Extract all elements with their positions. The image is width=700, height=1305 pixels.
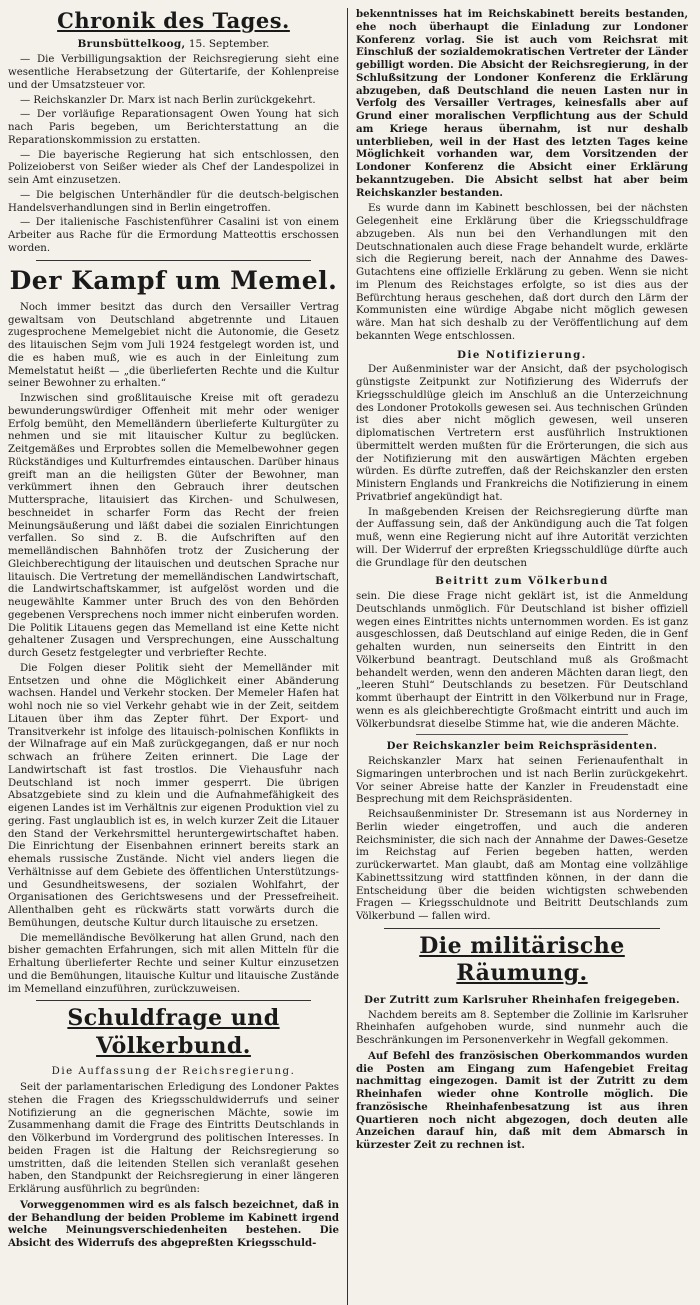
notifizierung-paragraph: Der Außenminister war der Ansicht, daß der psychologisch günstigste Zeitpunkt zur Notifizierung des Widerrufs der Kriegsschuldlüge gleich im Anschluß an die Unterzeichnung des Londoner Protokolls gewesen sei. Aus technischen Gründen ist dies aber nicht möglich gewesen, weil unseren diplomatischen Vertretern erst ausführlich Instruktionen übermittelt werden mußten für die Erörterungen, die sich aus der Notifizierung mit den auswärtigen Mächten ergeben würden. Es dürfte zutreffen, daß der Reichskanzler den ersten Ministern Englands und Frankreichs die Notifizierung in einem Privatbrief angekündigt hat. (356, 364, 688, 503)
memel-paragraph: Die memelländische Bevölkerung hat allen Grund, nach den bisher gemachten Erfahrungen, sich mit allen Mitteln für die Erhaltung überlieferter Rechte und seiner Kultur einzusetzen und die Bemühungen, litauische Kultur und litauische Zustände im Memelland einzuführen, zurückzuweisen. (8, 932, 339, 995)
voelkerbund-paragraph: sein. Die diese Frage nicht geklärt ist, ist die Anmeldung Deutschlands unmöglich. Für Deutschland ist bisher offiziell wegen eines Eintrittes nichts unternommen worden. Es ist ganz ausgeschlossen, daß Deutschland auf einige Reden, die in Genf gehalten wurden, nun seinerseits den Eintritt in den Völkerbund beantragt. Deutschland muß als Großmacht behandelt werden, wenn den anderen Mächten daran liegt, den „leeren Stuhl“ Deutschlands zu besetzen. Für Deutschland kommt überhaupt der Eintritt in den Völkerbund nur in Frage, wenn es als gleichberechtigte Großmacht eintritt und auch im Völkerbundsrat dieselbe Stimme hat, wie die anderen Mächte. (356, 591, 688, 730)
divider (36, 1000, 311, 1001)
divider (416, 734, 628, 735)
raeumung-title: Die militärische Räumung. (419, 932, 625, 987)
divider (36, 260, 311, 261)
schuldfrage-article (8, 1005, 339, 1250)
praesident-paragraph: Reichsaußenminister Dr. Stresemann ist aus Norderney in Berlin wieder eingetroffen, und auch die anderen Reichsminister, die sich nach der Annahme der Dawes-Gesetze im Reichstag auf Ferien begeben hatten, werden zurückerwartet. Man glaubt, daß am Montag eine vollzählige Kabinettssitzung wird stattfinden können, in der dann die Entscheidung über die beiden wichtigsten schwebenden Fragen — Kriegsschuldnote und Beitritt Deutschlands zum Völkerbund — fallen wird. (356, 809, 688, 922)
schuldfrage-subtitle: Die Auffassung der Reichsregierung. (51, 1066, 296, 1078)
memel-article (8, 265, 339, 997)
memel-title: Der Kampf um Memel. (9, 265, 338, 295)
memel-paragraph: Noch immer besitzt das durch den Versailler Vertrag gewaltsam von Deutschland abgetrennte und Litauen zugesprochene Memelgebiet nicht die Autonomie, die Gesetz des litauischen Sejm vom Juli 1924 festgelegt worden ist, und die es haben muß, wie es auch in der Einleitung zum Memelstatut heißt — „die überlieferten Rechte und die Kultur seiner Bewohner zu erhalten.“ (8, 301, 339, 390)
chronik-title: Chronik des Tages. (57, 8, 290, 33)
chronik-item: — Die Verbilligungsaktion der Reichsregierung sieht eine wesentliche Herabsetzung der Gütertarife, der Kohlenpreise und der Umsatzsteuer vor. (8, 54, 339, 91)
chronik-item: — Der italienische Faschistenführer Casalini ist von einem Arbeiter aus Rache für die Ermordung Matteottis erschossen worden. (8, 217, 339, 254)
kabinett-paragraph: Es wurde dann im Kabinett beschlossen, bei der nächsten Gelegenheit eine Erklärung über die Kriegsschuldfrage abzugeben. Als nun bei den Verhandlungen mit den Deutschnationalen auch diese Frage behandelt wurde, erklärte sich die Regierung bereit, nach der Annahme des Dawes-Gutachtens eine offizielle Erklärung zu geben. Wenn sie nicht im Plenum des Reichstages erfolgte, so ist dies aus der Befürchtung heraus geschehen, daß dort durch den Lärm der Kommunisten eine würdige Abgabe nicht möglich gewesen wäre. Man hat sich deshalb zu der Veröffentlichung auf dem bekannten Wege entschlossen. (356, 203, 688, 342)
memel-paragraph: Die Folgen dieser Politik sieht der Memelländer mit Entsetzen und ohne die Möglichkeit einer Abänderung wachsen. Handel und Verkehr stocken. Der Memeler Hafen hat wohl noch nie so viel Verkehr gehabt wie in der Zeit, seitdem Litauen über ihm das Zepter führt. Der Export- und Transitverkehr ist infolge des litauisch-polnischen Konflikts in der Wilnafrage auf ein Maß zurückgegangen, daß er nur noch schwach an frühere Zeiten erinnert. Die Lage der Landwirtschaft ist fast trostlos. Die Viehausfuhr nach Deutschland ist noch immer gesperrt. Die übrigen Absatzgebiete sind zu klein und die Aufnahmefähigkeit des eigenen Landes ist im Verhältnis zur eigenen Produktion viel zu gering. Fast unglaublich ist es, in welch kurzer Zeit die Litauer den Stand der Verkehrsmittel heruntergewirtschaftet haben. Die Einrichtung der Eisenbahnen erinnert bereits stark an ehemals russische Zustände. Nicht viel anders liegen die Verhältnisse auf dem Gebiete des öffentlichen Unterstützungs- und Gesundheitswesens, der sozialen Wohlfahrt, der Organisationen des Gerichtswesens und der Pressefreiheit. Allenthalben geht es rückwärts statt vorwärts durch die Bemühungen, deutsche Kultur durch litauische zu ersetzen. (8, 662, 339, 929)
right-column (348, 8, 688, 1305)
praesident-paragraph: Reichskanzler Marx hat seinen Ferienaufenthalt in Sigmaringen unterbrochen und ist nach Berlin zurückgekehrt. Vor seiner Abreise hatte der Kanzler in Freudenstadt eine Besprechung mit dem Reichspräsidenten. (356, 756, 688, 806)
dateline-date: 15. September. (188, 38, 270, 51)
schuldfrage-title: Schuldfrage und Völkerbund. (67, 1005, 280, 1059)
left-column (8, 8, 348, 1305)
schuldfrage-paragraph: Seit der parlamentarischen Erledigung des Londoner Paktes stehen die Fragen des Kriegsschuldwiderrufs und seiner Notifizierung an die gegnerischen Mächte, sowie im Zusammenhang damit die Frage des Eintritts Deutschlands in den Völkerbund im Vordergrund des politischen Interesses. In beiden Fragen ist die Haltung der Reichsregierung so umstritten, daß die leitenden Stellen sich veranlaßt gesehen haben, den Standpunkt der Reichsregierung in einer längeren Erklärung ausführlich zu begründen: (8, 1082, 339, 1196)
notifizierung-heading: Die Notifizierung. (457, 348, 587, 361)
schuldfrage-bold-paragraph: Vorweggenommen wird es als falsch bezeichnet, daß in der Behandlung der beiden Probleme im Kabinett irgend welche Meinungsverschiedenheiten bestehen. Die Absicht des Widerrufs des abgepreßten Kriegsschuld- (8, 1198, 339, 1250)
chronik-item: — Reichskanzler Dr. Marx ist nach Berlin zurückgekehrt. (20, 94, 316, 106)
raeumung-paragraph: Nachdem bereits am 8. September die Zollinie im Karlsruher Rheinhafen aufgehoben wurde, sind nunmehr auch die Beschränkungen im Personenverkehr in Wegfall gekommen. (356, 1009, 688, 1046)
chronik-item: — Die belgischen Unterhändler für die deutsch-belgischen Handelsverhandlungen sind in Berlin eingetroffen. (8, 189, 339, 214)
chronik-item: — Die bayerische Regierung hat sich entschlossen, den Polizeioberst von Seißer wieder als Chef der Landespolizei in sein Amt einzusetzen. (8, 149, 339, 187)
dateline-place: Brunsbüttelkoog, (77, 38, 186, 51)
dateline (8, 38, 339, 51)
raeumung-bold-paragraph: Auf Befehl des französischen Oberkommandos wurden die Posten am Eingang zum Hafengebiet Freitag nachmittag eingezogen. Damit ist der Zutritt zu dem Rheinhafen wieder ohne Kontrolle möglich. Die französische Rheinhafenbesatzung ist aus ihren Quartieren noch nicht abgezogen, doch deuten alle Anzeichen darauf hin, daß mit dem Abmarsch in kürzester Zeit zu rechnen ist. (356, 1049, 688, 1151)
raeumung-lead: Der Zutritt zum Karlsruher Rheinhafen freigegeben. (364, 993, 680, 1006)
chronik-item: — Der vorläufige Reparationsagent Owen Young hat sich nach Paris begeben, um Berichterstattung an die Reparationskommission zu erstatten. (8, 109, 339, 146)
continuation-bold: bekenntnisses hat im Reichskabinett bereits bestanden, ehe noch überhaupt die Einladung zur Londoner Konferenz vorlag. Sie ist auch vom Reichsrat mit Einschluß der sozialdemokratischen Vertreter der Länder gebilligt worden. Die Absicht der Reichsregierung, in der Schlußsitzung der Londoner Konferenz die Erklärung abzugeben, daß Deutschland die neuen Lasten nur in Verfolg des Versailler Vertrages, keinesfalls aber auf Grund einer moralischen Verpflichtung aus der Schuld am Kriege heraus übernahm, ist nur deshalb unterblieben, weil in der Hast des letzten Tages keine Möglichkeit vorhanden war, dem Vorsitzenden der Londoner Konferenz die Absicht einer Erklärung bekanntzugeben. Die Absicht selbst hat aber beim Reichskanzler bestanden. (356, 8, 688, 199)
memel-paragraph: Inzwischen sind großlitauische Kreise mit oft geradezu bewunderungswürdiger Offenheit mit mehr oder weniger Erfolg bemüht, den Memelländern überlieferte Kulturgüter zu nehmen und sie mit litauischer Kultur zu beglücken. Zeitgemäßes und Erprobtes sollen die Memelbewohner gegen Rückständiges und Kulturfremdes eintauschen. Darüber hinaus greift man an die heiligsten Güter der Bewohner, man verkümmert ihnen den Gebrauch ihrer deutschen Muttersprache, litauisiert das Kirchen- und Schulwesen, beschneidet in scharfer Form das Recht der freien Meinungsäußerung und läßt dabei die sozialen Einrichtungen verfallen. So sind z. B. die Aufschriften auf den memelländischen Bahnhöfen trotz der Zusicherung der Gleichberechtigung der litauischen und deutschen Sprache nur litauisch. Die Vertretung der memelländischen Landwirtschaft, die Landwirtschaftskammer, ist aufgelöst worden und die neugewählte Kammer unter Bruch des von den Behörden gegebenen Versprechens noch immer nicht einberufen worden. Die Politik Litauens gegen das Memelland ist eine Kette nicht gehaltener Zusagen und Versprechungen, eine Ausschaltung durch Gesetz festgelegter und verbriefter Rechte. (8, 393, 339, 660)
divider (384, 928, 660, 929)
praesident-heading: Der Reichskanzler beim Reichspräsidenten. (386, 740, 658, 753)
notifizierung-paragraph: In maßgebenden Kreisen der Reichsregierung dürfte man der Auffassung sein, daß der Ankündigung auch die Tat folgen muß, wenn eine Regierung nicht auf ihre Autorität verzichten will. Der Widerruf der erpreßten Kriegsschuldlüge dürfte auch die Grundlage für den deutschen (356, 506, 688, 569)
chronik-section (8, 8, 339, 256)
voelkerbund-heading: Beitritt zum Völkerbund (435, 575, 609, 588)
